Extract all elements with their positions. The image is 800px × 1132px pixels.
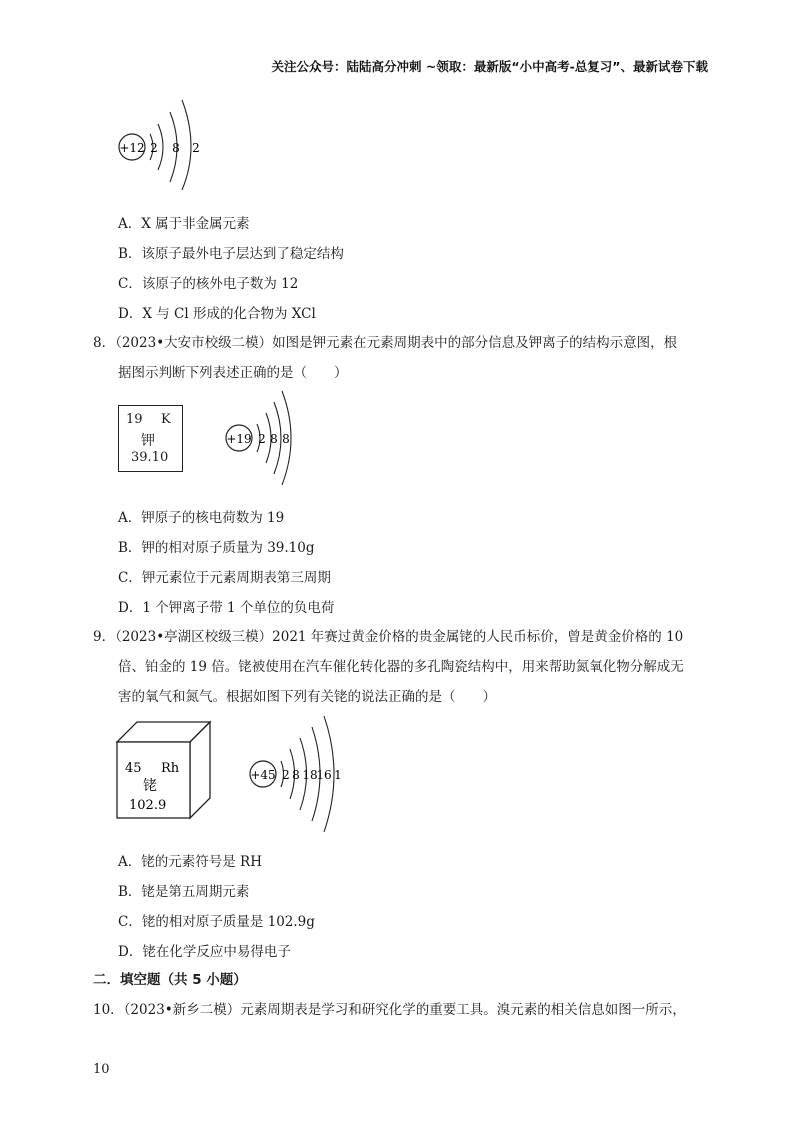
question-9-line2: 倍、铂金的 19 倍。铑被使用在汽车催化转化器的多孔陶瓷结构中，用来帮助氮氧化物分解成无 (118, 659, 684, 675)
atomic-mass: 39.10 (131, 450, 169, 465)
nucleus-charge: +12 (119, 141, 145, 155)
question-10-line1: 10．（2023•新乡二模）元素周期表是学习和研究化学的重要工具。溴元素的相关信息如图一所示， (93, 1002, 686, 1018)
option-a: A．X 属于非金属元素 (118, 216, 250, 232)
option-b: B．钾的相对原子质量为 39.10g (118, 540, 315, 556)
option-d: D．X 与 Cl 形成的化合物为 XCl (118, 306, 316, 322)
shell-electrons: 8 (292, 768, 300, 782)
shell-electrons: 2 (282, 768, 290, 782)
element-symbol: Rh (161, 761, 180, 776)
element-cube-rhodium (115, 720, 215, 820)
atom-structure-diagram-mg (112, 98, 222, 190)
question-9-line3: 害的氧气和氮气。根据如图下列有关铑的说法正确的是（ ） (118, 689, 496, 705)
option-c: C．该原子的核外电子数为 12 (118, 276, 299, 292)
option-d: D．1 个钾离子带 1 个单位的负电荷 (118, 600, 335, 616)
question-9-line1: 9．（2023•亭湖区校级三模）2021 年赛过黄金价格的贵金属铑的人民币标价，曾是黄金价格的 10 (93, 629, 684, 645)
option-b: B．铑是第五周期元素 (118, 884, 250, 900)
option-a: A．铑的元素符号是 RH (118, 854, 262, 870)
shell-electrons: 18 (302, 768, 318, 782)
element-name: 铑 (143, 778, 157, 794)
atomic-mass: 102.9 (129, 798, 167, 813)
question-8-line2: 据图示判断下列表述正确的是（ ） (118, 365, 348, 381)
element-name: 钾 (141, 433, 155, 449)
element-card-potassium (118, 405, 183, 472)
shell-electrons: 8 (282, 432, 290, 446)
shell-electrons: 8 (172, 141, 180, 155)
page-header: 关注公众号：陆陆高分冲刺 ~领取：最新版“小中高考-总复习”、最新试卷下载 (271, 59, 708, 74)
shell-electrons: 2 (192, 141, 200, 155)
shell-electrons: 16 (316, 768, 332, 782)
section-heading: 二．填空题（共 5 小题） (93, 972, 247, 988)
nucleus-charge: +45 (250, 768, 276, 782)
element-symbol: K (161, 412, 171, 427)
option-c: C．钾元素位于元素周期表第三周期 (118, 570, 331, 586)
ion-structure-diagram-k (222, 388, 312, 488)
nucleus-charge: +19 (226, 432, 252, 446)
question-8-line1: 8．（2023•大安市校级二模）如图是钾元素在元素周期表中的部分信息及钾离子的结构示意图，根 (93, 335, 678, 351)
option-c: C．铑的相对原子质量是 102.9g (118, 914, 315, 930)
shell-electrons: 2 (150, 141, 158, 155)
shell-electrons: 2 (258, 432, 266, 446)
option-a: A．钾原子的核电荷数为 19 (118, 510, 285, 526)
page-number: 10 (93, 1062, 110, 1077)
shell-electrons: 8 (270, 432, 278, 446)
atom-structure-diagram-rh (246, 711, 366, 839)
atomic-number: 19 (126, 412, 143, 427)
option-d: D．铑在化学反应中易得电子 (118, 944, 291, 960)
option-b: B．该原子最外电子层达到了稳定结构 (118, 246, 344, 262)
shell-electrons: 1 (334, 768, 342, 782)
atomic-number: 45 (125, 761, 142, 776)
